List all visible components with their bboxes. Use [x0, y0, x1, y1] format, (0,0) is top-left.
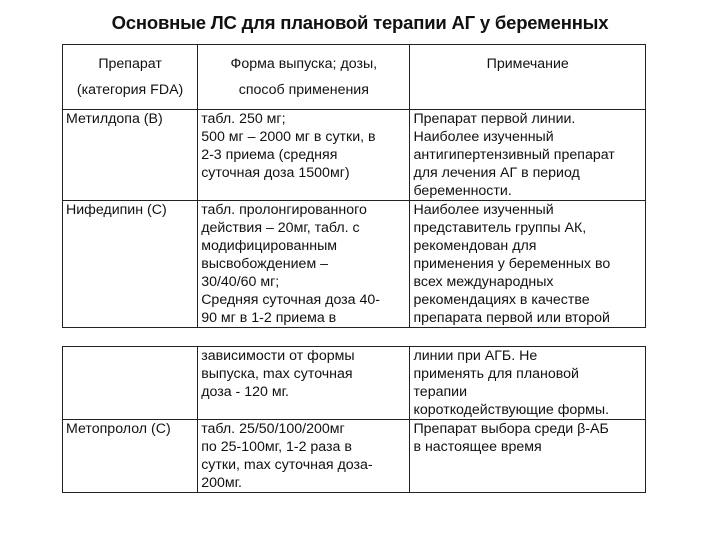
form-cell — [198, 110, 410, 201]
header-form — [198, 45, 410, 110]
form-line: 90 мг в 1-2 приема в — [201, 310, 337, 326]
table-header-row — [63, 45, 646, 110]
drug-table-continued — [62, 346, 646, 493]
form-line: табл. 25/50/100/200мг — [201, 421, 345, 437]
note-line: применять для плановой — [413, 366, 579, 382]
form-line: суточная доза 1500мг) — [201, 165, 350, 181]
note-line: Препарат первой линии. — [413, 111, 576, 127]
form-line: по 25-100мг, 1-2 раза в — [201, 439, 352, 455]
form-line: высвобождением – — [201, 256, 329, 272]
page-title: Основные ЛС для плановой терапии АГ у беременных — [111, 12, 609, 33]
note-line: для лечения АГ в период — [413, 165, 580, 181]
drug-cell — [63, 420, 198, 493]
header-note-line: Примечание — [486, 56, 569, 72]
header-drug-line: (категория FDA) — [76, 82, 184, 98]
note-line: короткодействующие формы. — [413, 402, 610, 418]
table-row — [63, 110, 646, 201]
drug-name: Метопролол (С) — [66, 421, 171, 437]
form-line: доза - 120 мг. — [201, 384, 289, 400]
form-line: 30/40/60 мг; — [201, 274, 280, 290]
note-cell — [410, 420, 646, 493]
note-cell — [410, 201, 646, 328]
drug-table — [62, 44, 646, 328]
drug-cell — [63, 347, 198, 420]
note-line: терапии — [413, 384, 468, 400]
note-line: Препарат выбора среди β-АБ — [413, 421, 609, 437]
note-line: препарата первой или второй — [413, 310, 610, 326]
header-drug — [63, 45, 198, 110]
form-line: действия – 20мг, табл. с — [201, 220, 360, 236]
form-line: 500 мг – 2000 мг в сутки, в — [201, 129, 376, 145]
note-line: Наиболее изученный — [413, 202, 554, 218]
form-line: 200мг. — [201, 475, 242, 491]
form-cell — [198, 347, 410, 420]
form-line: 2-3 приема (средняя — [201, 147, 338, 163]
table-row — [63, 347, 646, 420]
drug-cell — [63, 201, 198, 328]
form-line: сутки, max суточная доза- — [201, 457, 373, 473]
form-line: выпуска, max суточная — [201, 366, 353, 382]
note-line: рекомендациях в качестве — [413, 292, 590, 308]
drug-name: Метилдопа (B) — [66, 111, 163, 127]
form-cell — [198, 420, 410, 493]
form-line: Средняя суточная доза 40- — [201, 292, 381, 308]
note-line: всех международных — [413, 274, 554, 290]
form-cell — [198, 201, 410, 328]
note-line: в настоящее время — [413, 439, 542, 455]
note-line: беременности. — [413, 183, 512, 199]
form-line: модифицированным — [201, 238, 338, 254]
table-row — [63, 201, 646, 328]
form-line: табл. пролонгированного — [201, 202, 367, 218]
form-line: табл. 250 мг; — [201, 111, 286, 127]
note-line: рекомендован для — [413, 238, 537, 254]
note-cell — [410, 347, 646, 420]
note-line: Наиболее изученный — [413, 129, 554, 145]
note-line: представитель группы АК, — [413, 220, 587, 236]
note-line: применения у беременных во — [413, 256, 611, 272]
note-line: антигипертензивный препарат — [413, 147, 615, 163]
drug-cell — [63, 110, 198, 201]
note-cell — [410, 110, 646, 201]
note-line: линии при АГБ. Не — [413, 348, 538, 364]
header-form-line: способ применения — [238, 82, 369, 98]
header-note — [410, 45, 646, 110]
header-form-line: Форма выпуска; дозы, — [230, 56, 378, 72]
form-line: зависимости от формы — [201, 348, 355, 364]
drug-name: Нифедипин (С) — [66, 202, 167, 218]
table-row — [63, 420, 646, 493]
header-drug-line: Препарат — [98, 56, 162, 72]
